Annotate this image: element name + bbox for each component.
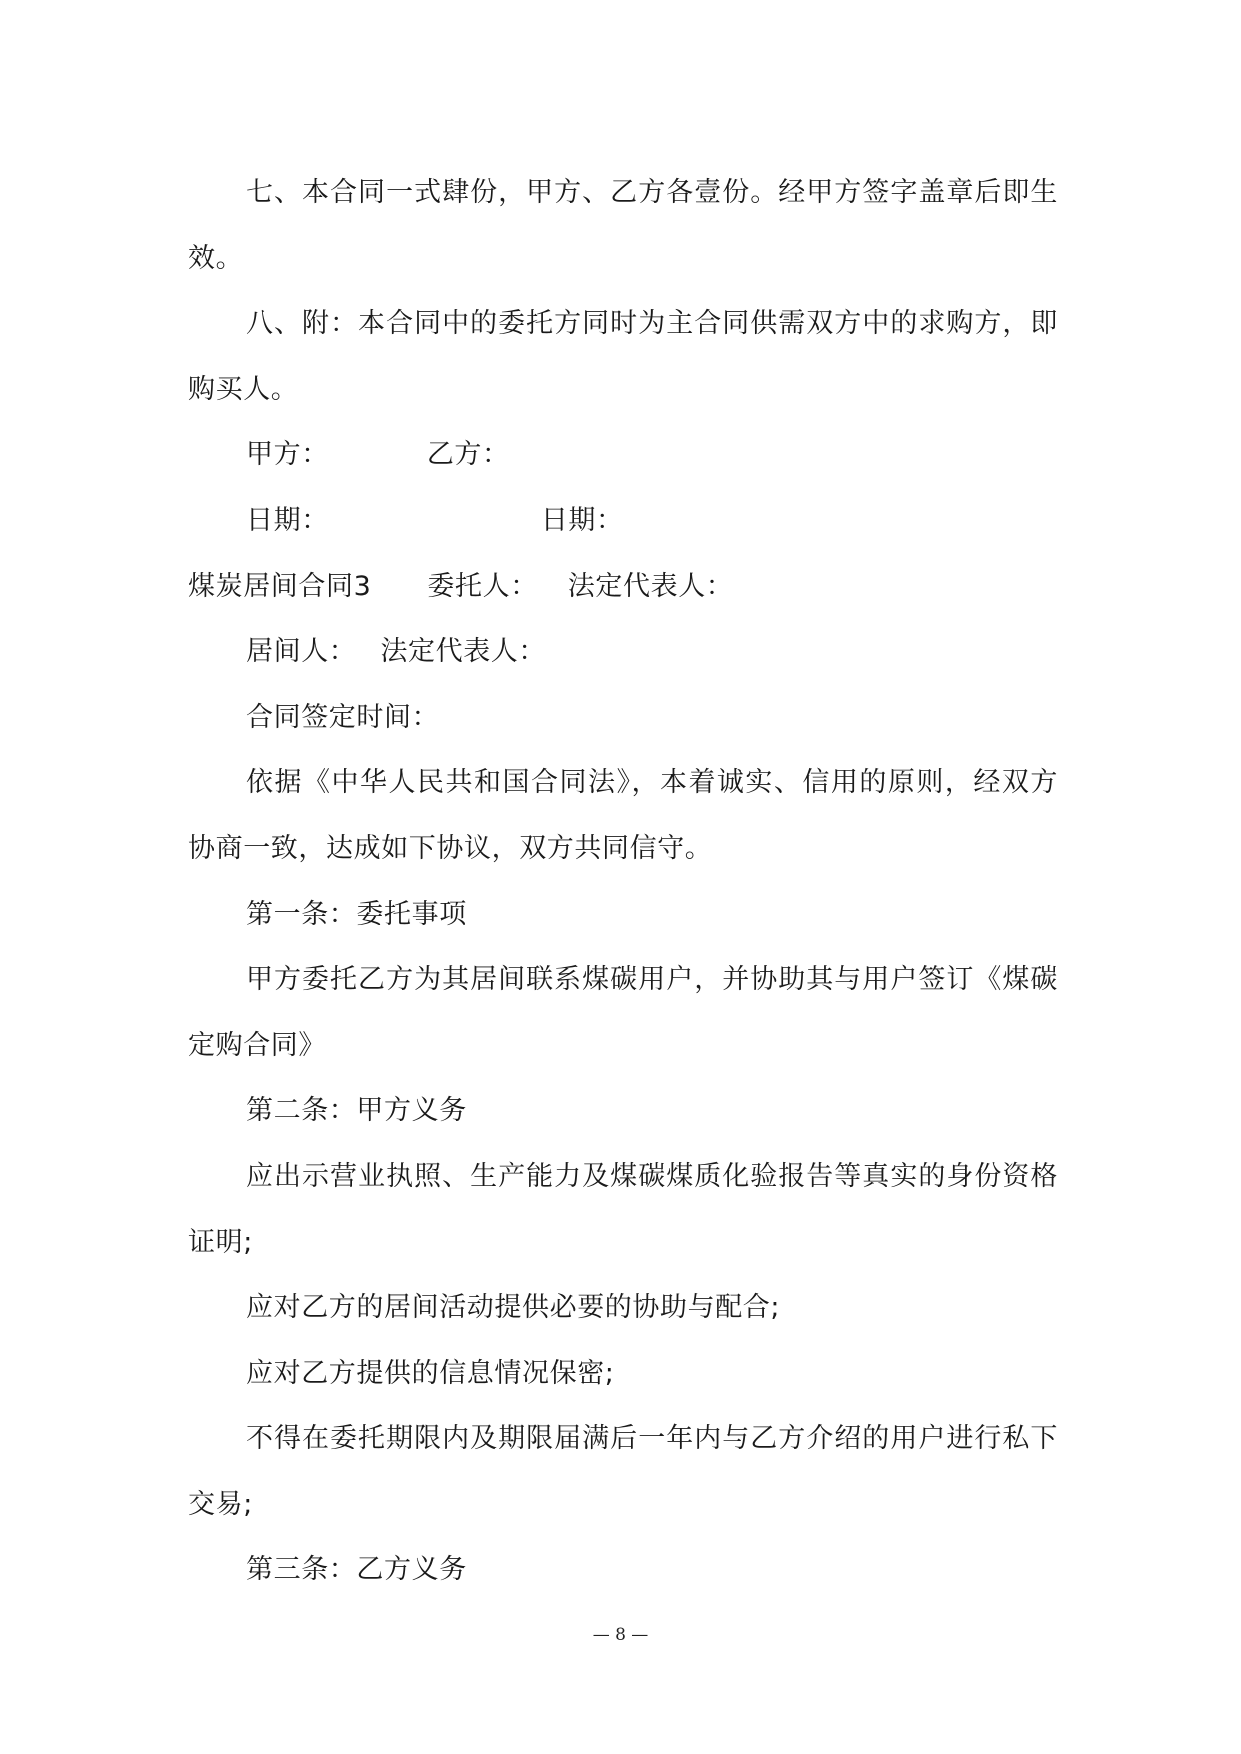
contract-header-line — [188, 554, 1058, 620]
sign-time-line: 合同签定时间： — [246, 701, 440, 733]
party-a-date-label: 日期： — [246, 504, 329, 536]
document-body — [188, 160, 1058, 1603]
party-b-label: 乙方： — [426, 439, 510, 471]
clause-7: 七、本合同一式肆份，甲方、乙方各壹份。经甲方签字盖章后即生效。 — [188, 177, 1058, 274]
client-rep-label: 法定代表人： — [567, 570, 734, 602]
article-2-item-3: 应对乙方提供的信息情况保密; — [246, 1357, 615, 1389]
party-a-label: 甲方： — [246, 439, 329, 471]
signature-line — [188, 422, 1058, 488]
basis-paragraph: 依据《中华人民共和国合同法》，本着诚实、信用的原则，经双方协商一致，达成如下协议，双方共同信守。 — [188, 767, 1058, 864]
article-1-body: 甲方委托乙方为其居间联系煤碳用户，并协助其与用户签订《煤碳定购合同》 — [188, 964, 1058, 1061]
date-line — [188, 488, 1058, 554]
party-b-date-label: 日期： — [540, 504, 624, 536]
article-2-item-1: 应出示营业执照、生产能力及煤碳煤质化验报告等真实的身份资格证明; — [188, 1160, 1058, 1258]
article-2-item-2: 应对乙方的居间活动提供必要的协助与配合; — [246, 1292, 781, 1324]
broker-label: 居间人： — [246, 636, 357, 668]
client-label: 委托人： — [427, 570, 538, 602]
article-2-item-4: 不得在委托期限内及期限届满后一年内与乙方介绍的用户进行私下交易; — [188, 1423, 1058, 1520]
contract-title: 煤炭居间合同3 — [188, 570, 372, 602]
article-2-title: 第二条：甲方义务 — [246, 1095, 467, 1127]
broker-rep-label: 法定代表人： — [380, 636, 547, 668]
article-3-title: 第三条：乙方义务 — [246, 1554, 467, 1586]
article-1-title: 第一条：委托事项 — [246, 898, 467, 930]
clause-8: 八、附：本合同中的委托方同时为主合同供需双方中的求购方，即购买人。 — [188, 308, 1058, 405]
broker-line — [188, 619, 1058, 685]
page-number: — 8 — — [592, 1625, 649, 1645]
